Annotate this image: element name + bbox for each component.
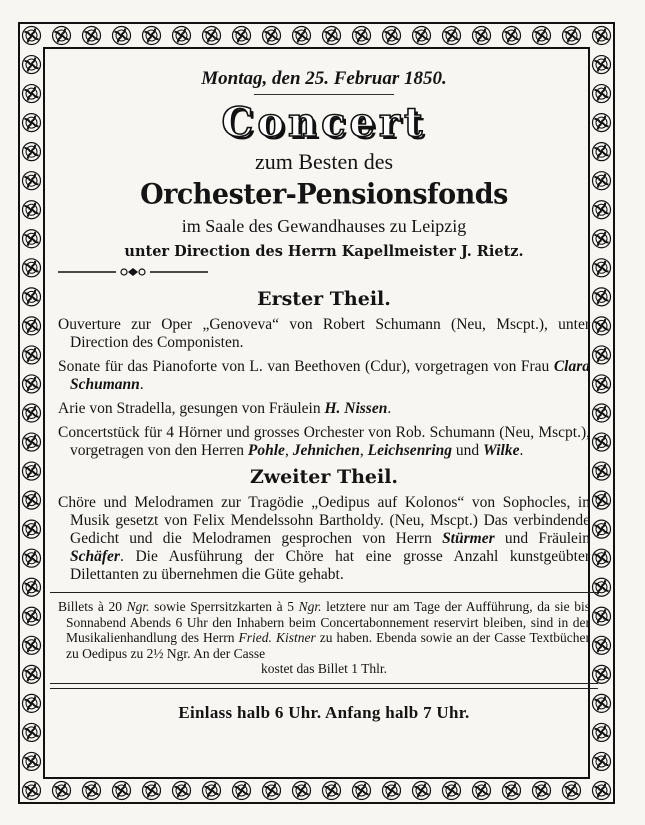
rosette-ornament — [593, 782, 611, 800]
rosette-ornament — [203, 782, 221, 800]
rosette-ornament — [593, 520, 611, 538]
rosette-ornament — [383, 782, 401, 800]
program-text: Sonate für das Pianoforte von L. van Beethoven (Cdur), vorgetragen von Frau — [58, 358, 554, 375]
rosette-ornament — [503, 27, 521, 45]
divider-ornament — [58, 266, 208, 278]
program-item — [58, 424, 590, 460]
rosette-ornament — [23, 143, 41, 161]
benefit-line: zum Besten des — [254, 149, 394, 174]
rosette-ornament — [23, 201, 41, 219]
rosette-ornament — [23, 317, 41, 335]
rosette-ornament — [593, 172, 611, 190]
rosette-ornament — [23, 578, 41, 596]
currency-abbr: Ngr. — [126, 599, 150, 614]
ticket-text: Billets à 20 — [58, 599, 127, 614]
performer-name: Wilke — [483, 442, 520, 459]
program-text: und — [452, 442, 484, 459]
rosette-ornament — [593, 375, 611, 393]
rosette-ornament — [593, 491, 611, 509]
rosette-ornament — [23, 230, 41, 248]
rosette-ornament — [23, 56, 41, 74]
rosette-ornament — [413, 782, 431, 800]
rosette-ornament — [113, 782, 131, 800]
poster-content — [58, 68, 590, 723]
rosette-ornament — [23, 259, 41, 277]
program-text: , — [284, 442, 293, 459]
rosette-ornament — [593, 56, 611, 74]
rosette-ornament — [593, 201, 611, 219]
rosette-ornament — [563, 782, 581, 800]
performer-name: Clara Schumann — [70, 358, 590, 393]
double-rule — [50, 683, 598, 689]
currency-abbr: Ngr. — [298, 599, 322, 614]
program-text: . Die Ausführung der Chöre hat eine grosse Anzahl kunstgeübter Dilettanten zu übernehmen die Güte gehabt. — [70, 548, 590, 583]
rosette-ornament — [23, 491, 41, 509]
rosette-ornament — [593, 665, 611, 683]
rosette-ornament — [263, 782, 281, 800]
rosette-ornament — [593, 549, 611, 567]
program-item — [58, 400, 590, 418]
performer-name: Schäfer — [70, 548, 120, 565]
rosette-ornament — [23, 520, 41, 538]
rosette-ornament — [293, 27, 311, 45]
rosette-ornament — [593, 288, 611, 306]
admission-times: Einlass halb 6 Uhr. Anfang halb 7 Uhr. — [178, 702, 470, 722]
rosette-ornament — [53, 27, 71, 45]
venue-line: im Saale des Gewandhauses zu Leipzig — [181, 216, 467, 236]
rosette-ornament — [23, 462, 41, 480]
rosette-ornament — [593, 114, 611, 132]
rosette-ornament — [23, 723, 41, 741]
rosette-ornament — [23, 665, 41, 683]
rosette-ornament — [563, 27, 581, 45]
concert-title: Concert — [221, 99, 427, 146]
rosette-ornament — [533, 27, 551, 45]
rosette-ornament — [353, 27, 371, 45]
rosette-ornament — [383, 27, 401, 45]
rosette-ornament — [473, 27, 491, 45]
program-text: . — [139, 376, 144, 393]
rosette-ornament — [23, 607, 41, 625]
concert-date: Montag, den 25. Februar 1850. — [201, 68, 447, 89]
rosette-ornament — [23, 114, 41, 132]
ticket-price-line: kostet das Billet 1 Thlr. — [260, 661, 388, 676]
rosette-ornament — [593, 27, 611, 45]
ticket-text: sowie Sperrsitzkarten à 5 — [149, 599, 299, 614]
rosette-ornament — [593, 230, 611, 248]
rosette-ornament — [23, 694, 41, 712]
rosette-ornament — [23, 782, 41, 800]
rosette-ornament — [173, 27, 191, 45]
rosette-ornament — [233, 782, 251, 800]
rosette-ornament — [263, 27, 281, 45]
rosette-ornament — [23, 404, 41, 422]
rosette-ornament — [473, 782, 491, 800]
conductor-line: unter Direction des Herrn Kapellmeister J. Rietz. — [124, 243, 524, 260]
rosette-ornament — [353, 782, 371, 800]
rosette-ornament — [83, 782, 101, 800]
rosette-ornament — [233, 27, 251, 45]
rosette-ornament — [53, 782, 71, 800]
performer-name: H. Nissen — [324, 400, 388, 417]
ticket-info — [58, 599, 590, 661]
rosette-ornament — [23, 752, 41, 770]
music-dealer: Fried. Kistner — [238, 630, 316, 645]
section-divider — [50, 592, 598, 593]
program-item — [58, 494, 590, 584]
rosette-ornament — [593, 346, 611, 364]
program-text: und Fräulein — [494, 530, 590, 547]
rosette-ornament — [23, 549, 41, 567]
rosette-ornament — [593, 607, 611, 625]
rosette-ornament — [23, 27, 41, 45]
date-underline — [254, 94, 394, 95]
rosette-ornament — [533, 782, 551, 800]
rosette-ornament — [503, 782, 521, 800]
rosette-ornament — [323, 782, 341, 800]
rosette-ornament — [593, 462, 611, 480]
performer-name: Jehnichen — [292, 442, 360, 459]
rosette-ornament — [593, 317, 611, 335]
performer-name: Leichsenring — [367, 442, 453, 459]
rosette-ornament — [593, 85, 611, 103]
rosette-ornament — [143, 27, 161, 45]
rosette-ornament — [23, 288, 41, 306]
beneficiary-name: Orchester-Pensionsfonds — [140, 178, 508, 211]
rosette-ornament — [593, 752, 611, 770]
program-item — [58, 358, 590, 394]
rosette-ornament — [143, 782, 161, 800]
program-text: , — [359, 442, 368, 459]
rosette-ornament — [593, 636, 611, 654]
rosette-ornament — [23, 375, 41, 393]
part-one-heading: Erster Theil. — [257, 288, 391, 310]
rosette-ornament — [593, 259, 611, 277]
part-two-heading: Zweiter Theil. — [249, 466, 399, 488]
program-text: . — [519, 442, 524, 459]
program-text: Concertstück für 4 Hörner und grosses Orchester von Rob. Schumann (Neu, Mscpt.), vorgetragen von den Herren — [58, 424, 590, 459]
rosette-ornament — [113, 27, 131, 45]
performer-name: Stürmer — [442, 530, 495, 547]
rosette-ornament — [593, 433, 611, 451]
program-text: Arie von Stradella, gesungen von Fräulein — [58, 400, 325, 417]
rosette-ornament — [203, 27, 221, 45]
rosette-ornament — [23, 172, 41, 190]
program-text: Ouverture zur Oper „Genoveva“ von Robert Schumann (Neu, Mscpt.), unter Direction des Componisten. — [58, 316, 590, 351]
rosette-ornament — [443, 27, 461, 45]
ticket-text: zu haben. Ebenda sowie an der Casse Textbücher zu Oedipus zu 2½ Ngr. An der Casse — [66, 630, 590, 661]
rosette-ornament — [83, 27, 101, 45]
rosette-ornament — [23, 636, 41, 654]
rosette-ornament — [323, 27, 341, 45]
rosette-ornament — [23, 433, 41, 451]
rosette-ornament — [593, 723, 611, 741]
rosette-ornament — [23, 346, 41, 364]
rosette-ornament — [593, 404, 611, 422]
rosette-ornament — [593, 578, 611, 596]
rosette-ornament — [593, 143, 611, 161]
rosette-ornament — [293, 782, 311, 800]
rosette-ornament — [593, 694, 611, 712]
rosette-ornament — [23, 85, 41, 103]
rosette-ornament — [413, 27, 431, 45]
program-text: . — [387, 400, 392, 417]
ticket-text: letztere nur am Tage der Aufführung, da sie bis Sonnabend Abends 6 Uhr den Inhabern beim Concertabonnement reservirt bleiben, sind in der Musikalienhandlung des Herrn — [66, 599, 590, 645]
program-text: Chöre und Melodramen zur Tragödie „Oedipus auf Kolonos“ von Sophocles, in Musik gesetzt von Felix Mendelssohn Bartholdy. (Neu, Mscpt.) Das verbindende Gedicht und die Melodramen gesprochen von Herrn — [58, 494, 590, 547]
performer-name: Pohle — [247, 442, 285, 459]
program-item — [58, 316, 590, 352]
rosette-ornament — [443, 782, 461, 800]
rosette-ornament — [173, 782, 191, 800]
